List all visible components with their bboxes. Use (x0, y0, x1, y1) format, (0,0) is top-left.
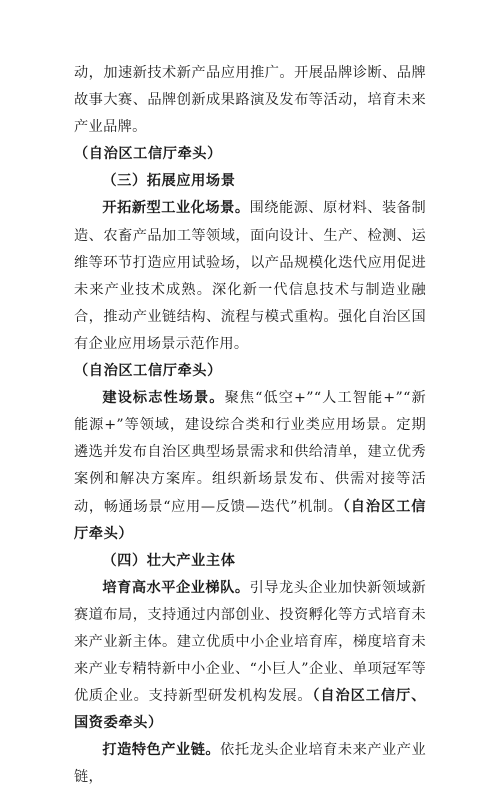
paragraph-text: 引导龙头企业加快新领域新赛道布局，支持通过内部创业、投资孵化等方式培育未来产业新主体。建立优质中小企业培育库，梯度培育未来产业专精特新中小企业、“小巨人”企业、单项冠军等优质企业。支持新型研发机构发展。 (74, 579, 426, 705)
paragraph-industrial-scenarios (74, 195, 426, 358)
section-heading-grow-entities: （四）壮大产业主体 (102, 552, 236, 569)
section-heading-expand-scenarios: （三）拓展应用场景 (102, 173, 236, 190)
paragraph-lead: 建设标志性场景。 (102, 390, 225, 407)
paragraph-brand-promotion (74, 60, 426, 141)
paragraph-lead: 开拓新型工业化场景。 (102, 200, 250, 217)
paragraph-industry-chain (74, 737, 426, 791)
paragraph-text: 动，加速新技术新产品应用推广。开展品牌诊断、品牌故事大赛、品牌创新成果路演及发布等活动，培育未来产业品牌。 (74, 65, 426, 136)
paragraph-text: 依托龙头企业培育未来产业产业链， (74, 742, 426, 786)
paragraph-lead: 打造特色产业链。 (102, 742, 221, 759)
paragraph-enterprise-tiers (74, 575, 426, 738)
lead-department-note: （自治区工信厅牵头） (74, 363, 222, 380)
document-body (74, 60, 426, 792)
paragraph-landmark-scenarios (74, 385, 426, 548)
paragraph-text: 聚焦“低空+”“人工智能+”“新能源+”等领域，建设综合类和行业类应用场景。定期遴选并发布自治区典型场景需求和供给清单，建立优秀案例和解决方案库。组织新场景发布、供需对接等活动，畅通场景“应用—反馈—迭代”机制。 (74, 390, 426, 515)
paragraph-lead: 培育高水平企业梯队。 (102, 579, 250, 596)
lead-department-note: （自治区工信厅、国资委牵头） (74, 688, 426, 732)
lead-department-note: （自治区工信厅牵头） (74, 498, 426, 542)
paragraph-text: 围绕能源、原材料、装备制造、农畜产品加工等领域，面向设计、生产、检测、运维等环节打造应用试验场，以产品规模化迭代应用促进未来产业技术成熟。深化新一代信息技术与制造业融合，推动产业链结构、流程与模式重构。强化自治区国有企业应用场景示范作用。 (74, 200, 426, 352)
lead-department-note: （自治区工信厅牵头） (74, 146, 222, 163)
